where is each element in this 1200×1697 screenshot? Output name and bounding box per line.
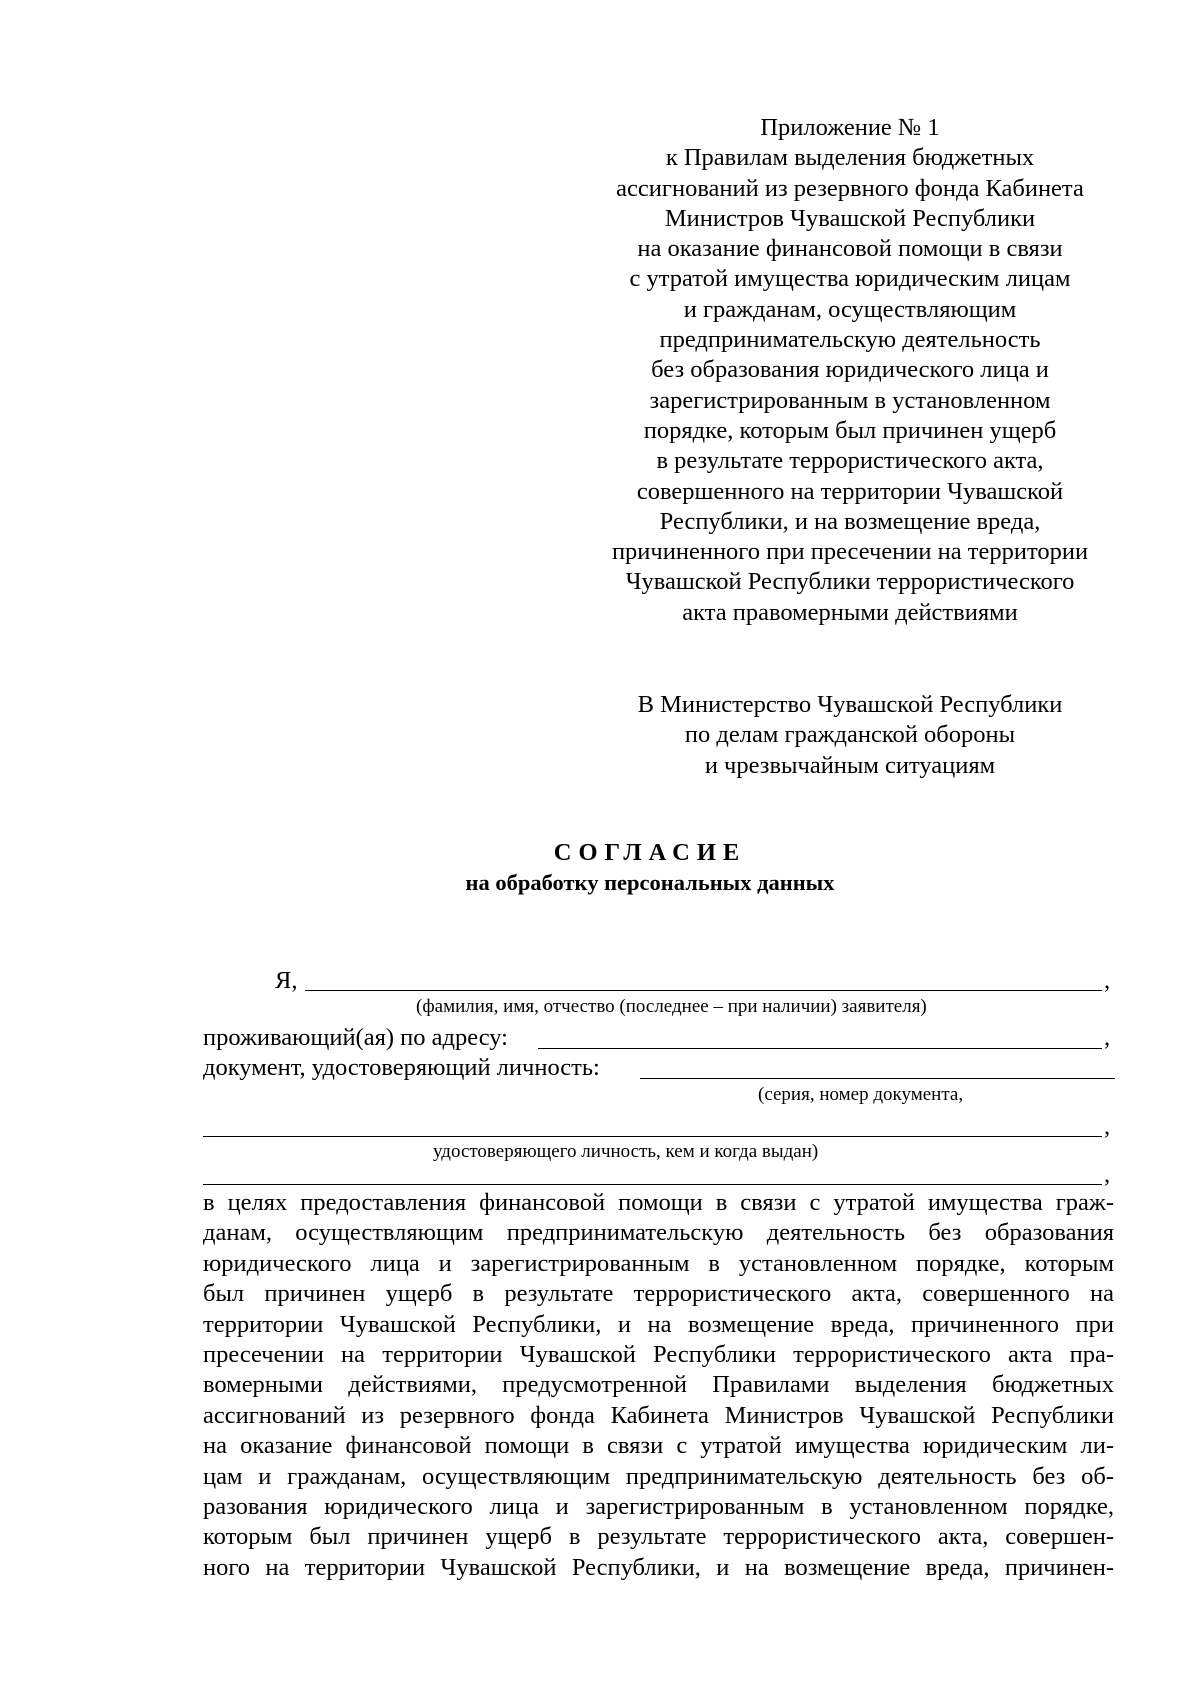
consent-paragraph bbox=[203, 1188, 1114, 1583]
appendix-line: причиненного при пресечении на территории bbox=[611, 538, 1089, 566]
appendix-line: Приложение № 1 bbox=[760, 114, 940, 141]
appendix-line: с утратой имущества юридическим лицам bbox=[629, 265, 1071, 293]
appendix-line: порядке, которым был причинен ущерб bbox=[643, 416, 1057, 444]
document-extra-comma: , bbox=[1104, 1161, 1111, 1188]
document-details-line[interactable] bbox=[203, 1136, 1102, 1137]
fio-comma: , bbox=[1104, 967, 1111, 994]
paragraph-line: данам, осуществляющим предпринимательскую деятельность без образования bbox=[203, 1219, 1114, 1247]
paragraph-line: пресечении на территории Чувашской Республики террористического акта пра- bbox=[203, 1340, 1114, 1368]
document-caption-1: (серия, номер документа, bbox=[758, 1084, 964, 1105]
appendix-line: Республики, и на возмещение вреда, bbox=[659, 507, 1041, 535]
appendix-line: акта правомерными действиями bbox=[682, 598, 1018, 626]
appendix-line: ассигнований из резервного фонда Кабинета bbox=[616, 174, 1084, 202]
i-label: Я, bbox=[275, 967, 298, 994]
paragraph-line: цам и гражданам, осуществляющим предпринимательскую деятельность без об- bbox=[203, 1462, 1114, 1490]
appendix-header bbox=[600, 113, 1100, 628]
paragraph-line: был причинен ущерб в результате террористического акта, совершенного на bbox=[203, 1280, 1114, 1308]
paragraph-line: территории Чувашской Республики, и на возмещение вреда, причиненного при bbox=[203, 1310, 1114, 1338]
address-comma: , bbox=[1104, 1024, 1111, 1051]
appendix-line: предпринимательскую деятельность bbox=[659, 326, 1041, 354]
document-caption-2: удостоверяющего личность, кем и когда выдан) bbox=[433, 1141, 819, 1162]
fio-field-line[interactable] bbox=[305, 990, 1102, 991]
addressee-line: В Министерство Чувашской Республики bbox=[637, 691, 1063, 718]
addressee-line: и чрезвычайным ситуациям bbox=[704, 751, 996, 779]
document-field-line[interactable] bbox=[640, 1078, 1115, 1079]
document-extra-line[interactable] bbox=[203, 1184, 1102, 1185]
paragraph-line: которым был причинен ущерб в результате террористического акта, совершен- bbox=[203, 1523, 1114, 1551]
fio-caption: (фамилия, имя, отчество (последнее – при наличии) заявителя) bbox=[416, 996, 927, 1017]
appendix-line: на оказание финансовой помощи в связи bbox=[637, 235, 1063, 263]
appendix-line: в результате террористического акта, bbox=[656, 447, 1044, 475]
appendix-line: Чувашской Республики террористического bbox=[625, 568, 1075, 596]
address-label: проживающий(ая) по адресу: bbox=[203, 1024, 508, 1051]
document-details-comma: , bbox=[1104, 1113, 1111, 1140]
paragraph-line: юридического лица и зарегистрированным в установленном порядке, которым bbox=[203, 1249, 1114, 1277]
appendix-line: к Правилам выделения бюджетных bbox=[665, 144, 1035, 172]
addressee-block bbox=[600, 690, 1100, 781]
paragraph-line: вомерными действиями, предусмотренной Правилами выделения бюджетных bbox=[203, 1371, 1114, 1399]
appendix-line: без образования юридического лица и bbox=[651, 356, 1049, 384]
document-title: СОГЛАСИЕ bbox=[553, 839, 747, 866]
paragraph-line: ассигнований из резервного фонда Кабинета Министров Чувашской Республики bbox=[203, 1401, 1114, 1429]
paragraph-line: ного на территории Чувашской Республики, и на возмещение вреда, причинен- bbox=[203, 1553, 1114, 1581]
paragraph-line: разования юридического лица и зарегистрированным в установленном порядке, bbox=[203, 1492, 1114, 1520]
appendix-line: и гражданам, осуществляющим bbox=[683, 295, 1017, 323]
document-label: документ, удостоверяющий личность: bbox=[203, 1054, 600, 1081]
paragraph-line: на оказание финансовой помощи в связи с утратой имущества юридическим ли- bbox=[203, 1432, 1114, 1460]
addressee-line: по делам гражданской обороны bbox=[684, 721, 1016, 749]
paragraph-line: в целях предоставления финансовой помощи в связи с утратой имущества граж- bbox=[203, 1189, 1114, 1216]
appendix-line: совершенного на территории Чувашской bbox=[636, 477, 1064, 505]
document-subtitle: на обработку персональных данных bbox=[465, 870, 835, 895]
appendix-line: зарегистрированным в установленном bbox=[649, 386, 1051, 414]
appendix-line: Министров Чувашской Республики bbox=[664, 204, 1036, 232]
address-field-line[interactable] bbox=[538, 1048, 1102, 1049]
